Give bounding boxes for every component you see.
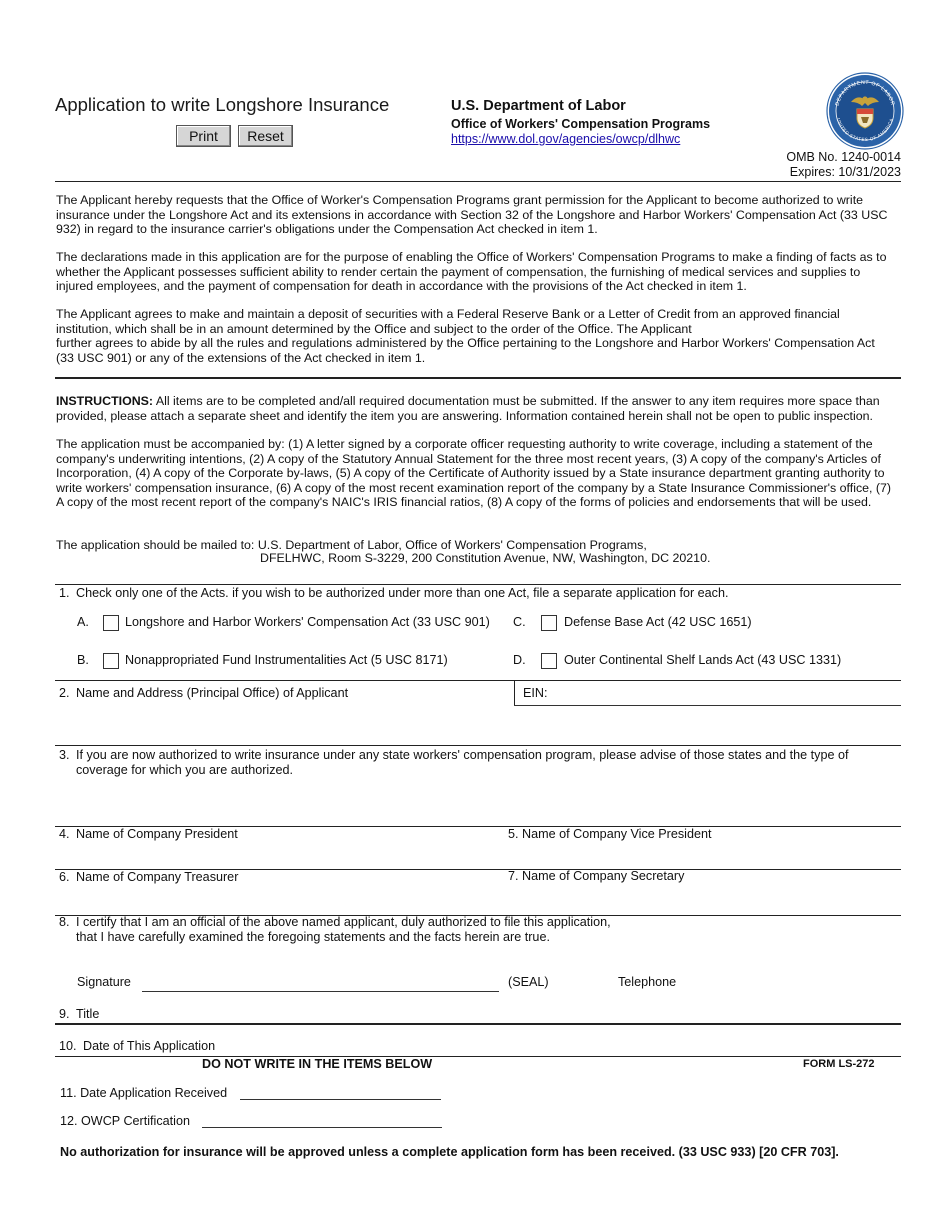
certification-line-2: that I have carefully examined the foregoing statements and the facts herein are true.	[76, 930, 550, 944]
omb-block	[786, 150, 901, 180]
ein-divider	[514, 680, 515, 705]
president-field[interactable]	[76, 844, 496, 866]
secretary-label: 7. Name of Company Secretary	[508, 869, 685, 883]
item10-number: 10.	[59, 1039, 77, 1053]
option-b-label: Nonappropriated Fund Instrumentalities Act (5 USC 8171)	[125, 653, 448, 667]
item6-number: 6.	[59, 870, 70, 884]
option-a-letter: A.	[77, 615, 89, 629]
item3-number: 3.	[59, 748, 70, 762]
application-date-field[interactable]	[225, 1035, 890, 1053]
option-c-letter: C.	[513, 615, 526, 629]
telephone-label: Telephone	[618, 975, 677, 989]
option-d-letter: D.	[513, 653, 526, 667]
item8-number: 8.	[59, 915, 70, 929]
dol-seal-icon	[826, 72, 904, 150]
item2-number: 2.	[59, 686, 70, 700]
intro-paragraph-1: The Applicant hereby requests that the Office of Worker's Compensation Programs grant permission for the Applicant to become authorized to write insurance under the Longshore Act and its extensions in accordance with Section 32 of the Longshore and Harbor Workers' Compensation Act (33 USC 932) in regard to the insurance carrier's obligations under the Compensation Act checked in item 1.	[56, 193, 888, 236]
item4-number: 4.	[59, 827, 70, 841]
owcp-certification-label: 12. OWCP Certification	[60, 1114, 190, 1128]
vice-president-label: 5. Name of Company Vice President	[508, 827, 712, 841]
omb-number: OMB No. 1240-0014	[786, 150, 901, 164]
option-b-letter: B.	[77, 653, 89, 667]
instructions-paragraph	[56, 394, 894, 423]
owcp-certification-field[interactable]	[202, 1127, 442, 1128]
option-b-checkbox[interactable]	[103, 653, 119, 669]
instructions-text: All items are to be completed and/all required documentation must be submitted. If the answer to any item requires more space than provided, please attach a separate sheet and identify the item you are answering. Information contained herein shall not be open to public inspection.	[56, 394, 880, 423]
item3-line-2: coverage for which you are authorized.	[76, 763, 294, 777]
divider	[55, 1056, 901, 1057]
title-label: Title	[76, 1007, 100, 1021]
form-title: Application to write Longshore Insurance	[55, 94, 390, 115]
intro-paragraph-3: The Applicant agrees to make and maintain a deposit of securities with a Federal Reserve Bank or a Letter of Credit from an approved financial institution, which shall be in an amount determined by the Office and subject to the order of the Office. The Applicant	[56, 307, 840, 336]
mail-line-2: DFELHWC, Room S-3229, 200 Constitution Avenue, NW, Washington, DC 20210.	[260, 551, 711, 565]
item3-line-1: If you are now authorized to write insurance under any state workers' compensation program, please advise of those states and the type of	[76, 748, 849, 762]
reset-button[interactable]: Reset	[238, 125, 293, 147]
expiration-date: Expires: 10/31/2023	[789, 165, 901, 179]
applicant-name-address-field[interactable]	[76, 704, 506, 740]
agency-link[interactable]: https://www.dol.gov/agencies/owcp/dlhwc	[451, 132, 681, 146]
footer-notice: No authorization for insurance will be approved unless a complete application form has been received. (33 USC 933) [20 CFR 703].	[60, 1145, 839, 1159]
office-name: Office of Workers' Compensation Programs	[451, 117, 711, 131]
divider	[55, 680, 901, 681]
accompany-paragraph: The application must be accompanied by: (1) A letter signed by a corporate officer requesting authority to write coverage, including a statement of the company's underwriting intentions, (2) A copy of the Statutory Annual Statement for the three most recent years, (3) A copy of the company's Articles of Incorporation, (4) A copy of the Corporate by-laws, (5) A copy of the Certificate of Authority issued by a State insurance department granting authority to write workers' compensation insurance, (6) A copy of the most recent examination report of the company by a State Insurance Commissioner's office, (7) A copy of the most recent report of the company's NAIC's IRIS financial ratios, (8) A copy of the forms of policies and endorsements that will be used.	[56, 437, 892, 509]
option-d-checkbox[interactable]	[541, 653, 557, 669]
treasurer-label: Name of Company Treasurer	[76, 870, 239, 884]
date-received-label: 11. Date Application Received	[60, 1086, 228, 1100]
secretary-field[interactable]	[508, 887, 898, 911]
intro-paragraph-2: The declarations made in this application are for the purpose of enabling the Office of Workers' Compensation Programs to make a finding of facts as to whether the Applicant possesses sufficient ability to render certain the payment of compensation, the furnishing of medical services and supplies to injured employees, and the payment of compensation for death in accordance with the provisions of the Act checked in item 1.	[56, 250, 887, 293]
date-received-field[interactable]	[240, 1099, 441, 1100]
applicant-name-address-label: Name and Address (Principal Office) of Applicant	[76, 686, 349, 700]
seal-bottom-text: UNITED STATES OF AMERICA	[835, 117, 895, 143]
president-label: Name of Company President	[76, 827, 238, 841]
option-c-label: Defense Base Act (42 USC 1651)	[564, 615, 752, 629]
seal-top-text: DEPARTMENT OF LABOR	[834, 79, 896, 107]
signature-label: Signature	[77, 975, 131, 989]
option-a-checkbox[interactable]	[103, 615, 119, 631]
divider	[55, 584, 901, 585]
agency-block	[451, 98, 710, 146]
application-date-label: Date of This Application	[83, 1039, 216, 1053]
option-c-checkbox[interactable]	[541, 615, 557, 631]
divider	[55, 1023, 901, 1025]
item9-number: 9.	[59, 1007, 70, 1021]
title-field[interactable]	[110, 1004, 890, 1022]
ein-label: EIN:	[523, 686, 548, 700]
state-authorization-field[interactable]	[76, 782, 896, 822]
agency-name: U.S. Department of Labor	[451, 98, 626, 114]
instructions-label: INSTRUCTIONS:	[56, 394, 154, 408]
print-button[interactable]: Print	[176, 125, 231, 147]
office-use-heading: DO NOT WRITE IN THE ITEMS BELOW	[202, 1057, 433, 1071]
mail-line-1: The application should be mailed to: U.S. Department of Labor, Office of Workers' Compensation Programs,	[56, 538, 647, 552]
divider	[55, 181, 901, 182]
option-d-label: Outer Continental Shelf Lands Act (43 USC 1331)	[564, 653, 842, 667]
certification-line-1: I certify that I am an official of the above named applicant, duly authorized to file this application,	[76, 915, 611, 929]
intro-paragraph-4: further agrees to abide by all the rules and regulations administered by the Office pertaining to the Longshore and Harbor Workers' Compensation Act (33 USC 901) or any of the extensions of the Act checked in item 1.	[56, 336, 875, 365]
vice-president-field[interactable]	[508, 844, 898, 866]
divider	[55, 377, 901, 379]
seal-label: (SEAL)	[508, 975, 549, 989]
option-a-label: Longshore and Harbor Workers' Compensation Act (33 USC 901)	[125, 615, 490, 629]
treasurer-field[interactable]	[76, 887, 496, 911]
telephone-field[interactable]	[690, 970, 895, 992]
divider	[55, 745, 901, 746]
signature-field[interactable]	[142, 991, 499, 992]
form-number: FORM LS-272	[803, 1058, 875, 1070]
ein-field[interactable]	[514, 705, 901, 706]
item1-number: 1.	[59, 586, 70, 600]
item1-instruction: Check only one of the Acts. if you wish to be authorized under more than one Act, file a separate application for each.	[76, 586, 729, 600]
